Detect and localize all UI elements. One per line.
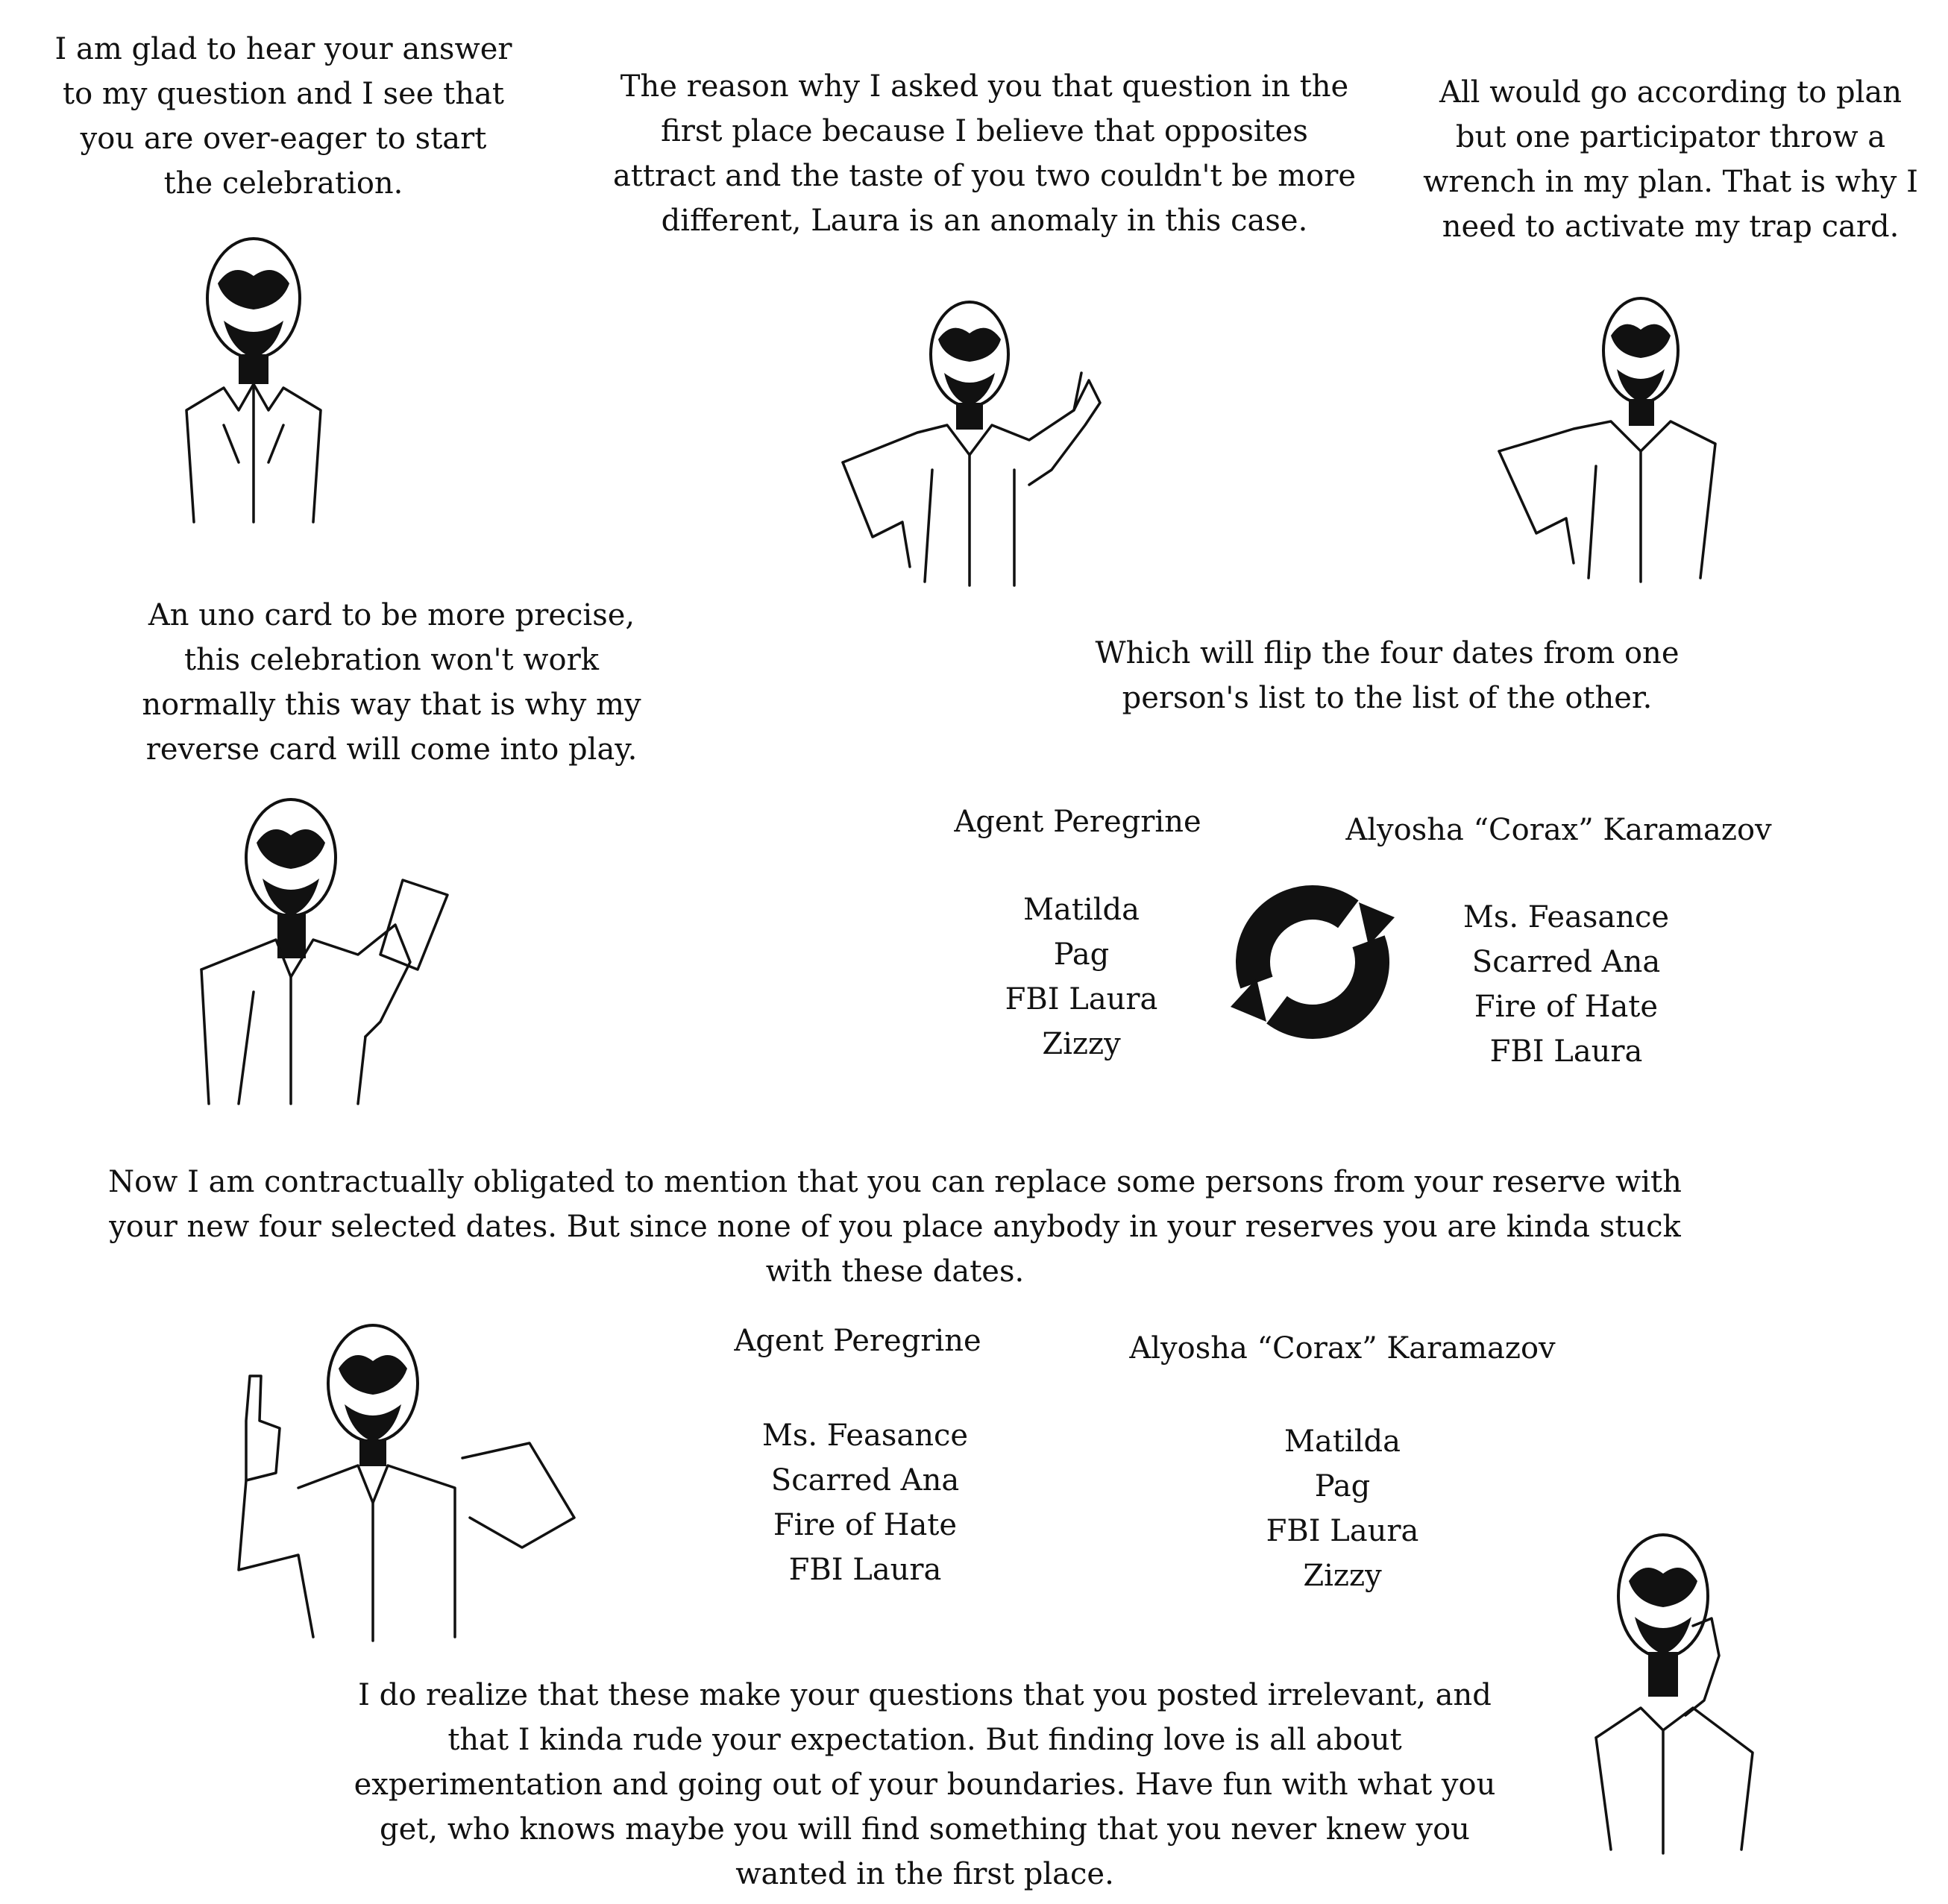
after-left-name: Agent Peregrine — [734, 1324, 981, 1358]
date-item: Fire of Hate — [1474, 990, 1659, 1024]
before-left-date-list — [958, 887, 1204, 1066]
after-right-date-list — [1216, 1419, 1469, 1598]
date-item: Scarred Ana — [770, 1463, 960, 1498]
masked-figure-standing — [164, 239, 328, 537]
reverse-arrows-icon — [1223, 873, 1402, 1052]
date-item: FBI Laura — [1266, 1514, 1419, 1548]
caption-contractual-obligation: Now I am contractually obligated to mention that you can replace some persons from your reserve with your new four selected dates. But since none of you place anybody in your reserves you are kinda stuck with these dates. — [108, 1165, 1682, 1289]
date-item: Zizzy — [1042, 1027, 1121, 1061]
date-item: Ms. Feasance — [1462, 900, 1670, 934]
before-left-name: Agent Peregrine — [954, 805, 1201, 839]
caption-finding-love: I do realize that these make your questions that you posted irrelevant, and that I kinda rude your expectation. But finding love is all about experimentation and going out of your boundaries. Have fun with what you get, who knows maybe you will find something that you never knew you wanted in the first place. — [354, 1678, 1496, 1891]
masked-figure-pointing — [1492, 295, 1723, 585]
date-item: Pag — [1053, 937, 1110, 972]
masked-figure-holding-card — [186, 798, 455, 1111]
caption-glad-to-hear: I am glad to hear your answer to my question and I see that you are over-eager to start the celebration. — [54, 32, 512, 201]
masked-figure-waving — [828, 298, 1111, 589]
caption-trap-card: All would go according to plan but one participator throw a wrench in my plan. That is why I need to activate my trap card. — [1423, 75, 1918, 244]
date-item: FBI Laura — [788, 1553, 942, 1587]
date-item: FBI Laura — [1005, 982, 1158, 1017]
before-right-name: Alyosha “Corax” Karamazov — [1345, 813, 1772, 847]
date-item: Matilda — [1284, 1424, 1401, 1459]
date-item: Scarred Ana — [1471, 945, 1661, 979]
before-right-date-list — [1439, 895, 1693, 1074]
date-item: FBI Laura — [1489, 1034, 1643, 1069]
caption-uno-card: An uno card to be more precise, this celebration won't work normally this way that is why my reverse card will come into play. — [142, 598, 641, 767]
date-item: Ms. Feasance — [761, 1418, 969, 1453]
masked-figure-thinking — [1581, 1529, 1760, 1857]
date-item: Pag — [1314, 1469, 1371, 1504]
caption-opposites-attract: The reason why I asked you that question in the first place because I believe that opposites attract and the taste of you two couldn't be more different, Laura is an anomaly in this case. — [612, 69, 1357, 238]
caption-flip-dates: Which will flip the four dates from one person's list to the list of the other. — [1095, 636, 1680, 715]
masked-figure-thumbs-up — [209, 1324, 582, 1644]
after-left-date-list — [735, 1413, 996, 1592]
date-item: Zizzy — [1303, 1559, 1382, 1593]
date-item: Matilda — [1023, 893, 1140, 927]
after-right-name: Alyosha “Corax” Karamazov — [1129, 1331, 1556, 1366]
date-item: Fire of Hate — [773, 1508, 958, 1542]
